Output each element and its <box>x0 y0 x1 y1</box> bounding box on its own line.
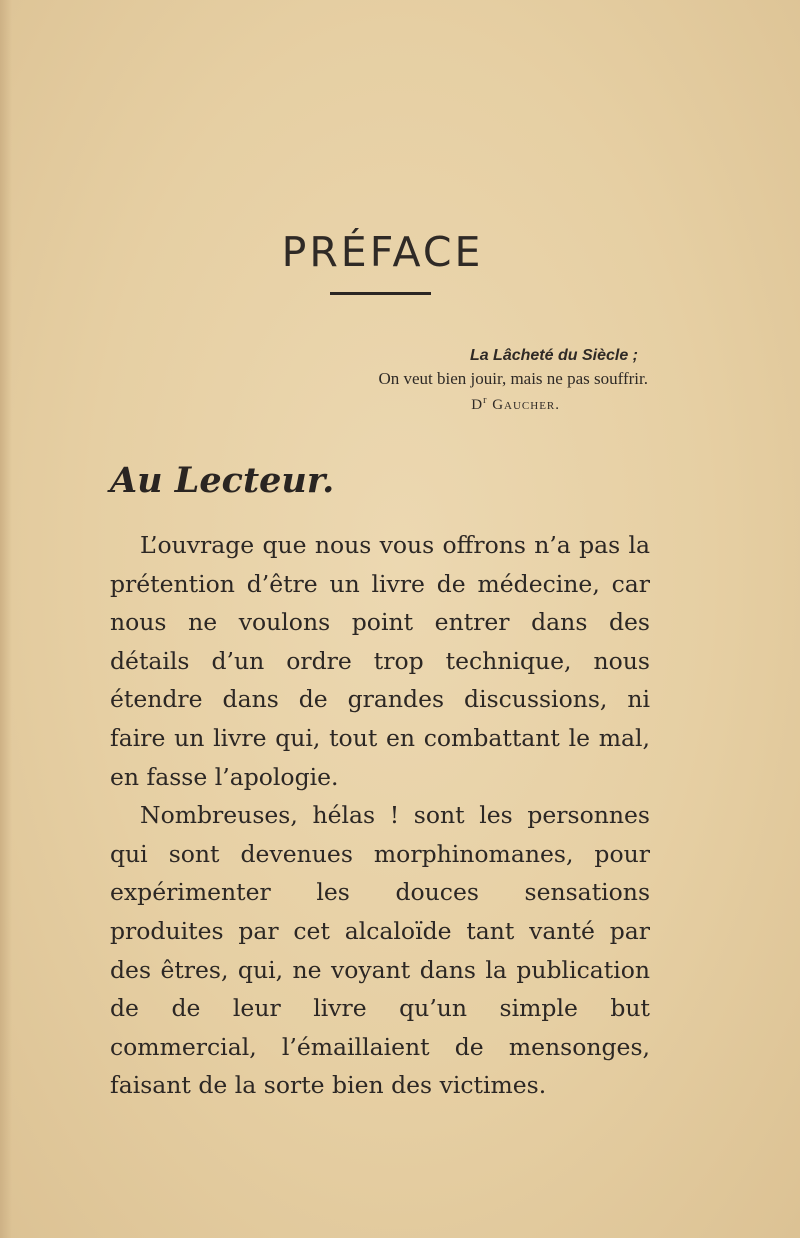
epigraph-author-name: Gaucher. <box>492 397 560 413</box>
page-title: PRÉFACE <box>281 228 484 276</box>
section-heading: Au Lecteur. <box>110 460 335 501</box>
epigraph-author-sup: r <box>483 395 488 406</box>
title-rule <box>330 292 431 295</box>
paragraph: Nombreuses, hélas ! sont les personnes qui sont devenues morphinomanes, pour expérimenter les douces sensations produites par cet alcaloïde tant vanté par des êtres, qui, ne voyant dans la publication de de leur livre qu’un simple but commercial, l’émaillaient de mensonges, faisant de la sorte bien des victimes. <box>110 801 650 1100</box>
epigraph-author-prefix: D <box>471 397 484 413</box>
paragraph: L’ouvrage que nous vous offrons n’a pas la prétention d’être un livre de médecine, car nous ne voulons point entrer dans des détails d’un ordre trop technique, nous étendre dans de grandes discussions, ni faire un livre qui, tout en combattant le mal, en fasse l’apologie. <box>110 531 650 791</box>
page-edge-shadow <box>0 0 12 1238</box>
body-text <box>110 526 650 1105</box>
epigraph-title: La Lâcheté du Siècle ; <box>469 347 638 364</box>
epigraph <box>378 344 648 416</box>
epigraph-author <box>378 390 648 416</box>
epigraph-quote: On veut bien jouir, mais ne pas souffrir. <box>378 369 648 388</box>
